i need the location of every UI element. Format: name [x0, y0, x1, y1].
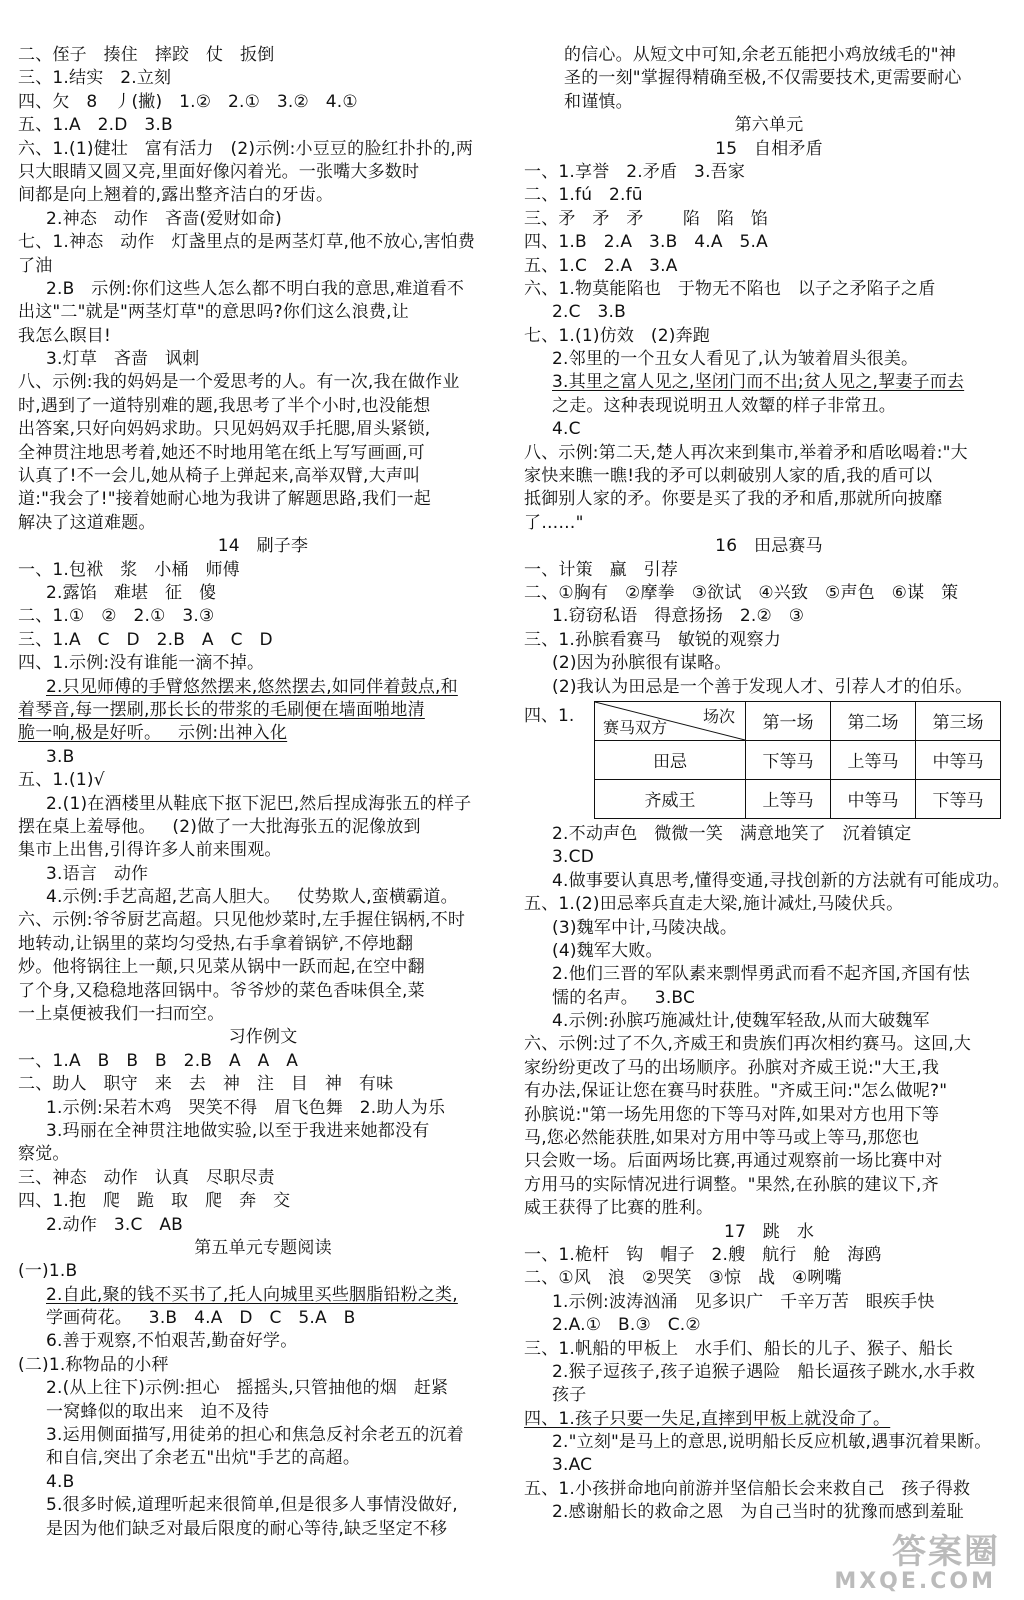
horse-race-table [594, 701, 1001, 819]
answer-line: 四、1.抱 爬 跪 取 爬 奔 交 [18, 1191, 291, 1212]
answer-line: 4.做事要认真思考,懂得变通,寻找创新的方法就有可能成功。 [552, 870, 1010, 891]
answer-line: 出这"二"就是"两茎灯草"的意思吗?你们这么浪费,让 [18, 302, 409, 323]
answer-line: 家纷纷更改了马的出场顺序。孙膑对齐威王说:"大王,我 [524, 1057, 940, 1078]
answer-line: 2.B 示例:你们这些人怎么都不明白我的意思,难道看不 [46, 278, 465, 299]
answer-line: 2.(从上往下)示例:担心 摇摇头,只管抽他的烟 赶紧 [46, 1378, 449, 1399]
left-column [18, 44, 508, 1541]
diagonal-header-cell [595, 701, 746, 740]
table-cell: 中等马 [916, 740, 1001, 779]
answer-line: 2.露馅 难堪 征 傻 [46, 582, 217, 603]
table-header: 第一场 [746, 701, 831, 740]
watermark-line1: 答案圈 [892, 1532, 1000, 1572]
answer-line: 三、神态 动作 认真 尽职尽责 [18, 1167, 275, 1188]
answer-line: 1.示例:呆若木鸡 哭笑不得 眉飞色舞 2.助人为乐 [46, 1097, 446, 1118]
answer-line: 孩子 [552, 1385, 587, 1406]
answer-line: 4.示例:孙膑巧施减灶计,使魏军轻敌,从而大破魏军 [552, 1011, 930, 1032]
answer-line: 五、1.(2)田忌率兵直走大梁,施计减灶,马陵伏兵。 [524, 894, 904, 915]
answer-line: 圣的一刻"掌握得精确至极,不仅需要技术,更需要耐心 [564, 68, 962, 89]
answer-line: 炒。他将锅往上一颠,只见菜从锅中一跃而起,在空中翻 [18, 957, 425, 978]
answer-line: 2.A.① B.③ C.② [552, 1315, 701, 1336]
table-header-row [595, 701, 1001, 740]
answer-line: 一、1.包袱 浆 小桶 师傅 [18, 559, 240, 580]
answer-line: 4.B [46, 1471, 75, 1492]
answer-line: 察觉。 [18, 1144, 70, 1165]
answer-line: 八、示例:第二天,楚人再次来到集市,举着矛和盾吆喝着:"大 [524, 442, 968, 463]
answer-line: 3.语言 动作 [46, 863, 149, 884]
answer-line: 2.动作 3.C AB [46, 1214, 184, 1235]
answer-line: 和自信,突出了余老五"出炕"手艺的高超。 [46, 1448, 361, 1469]
answer-line: 2.C 3.B [552, 302, 626, 323]
answer-line: 五、1.A 2.D 3.B [18, 115, 173, 136]
answer-line: 道:"我会了!"接着她耐心地为我讲了解题思路,我们一起 [18, 489, 431, 510]
answer-line: 二、助人 职守 来 去 神 注 目 神 有味 [18, 1074, 394, 1095]
answer-line: 第五单元专题阅读 [194, 1237, 332, 1258]
answer-line: 3.B [46, 746, 75, 767]
answer-line: 的信心。从短文中可知,余老五能把小鸡放绒毛的"神 [564, 45, 957, 65]
answer-line: 4.示例:手艺高超,艺高人胆大。 仗势欺人,蛮横霸道。 [46, 887, 458, 908]
answer-line: 3.AC [552, 1455, 593, 1476]
answer-line: 2.邻里的一个丑女人看见了,认为皱着眉头很美。 [552, 349, 919, 370]
answer-line: 着琴音,每一摆刷,那长长的带浆的毛刷便在墙面啪地清 [18, 699, 425, 720]
answer-line: 1.示例:波涛汹涌 见多识广 千辛万苦 眼疾手快 [552, 1291, 935, 1312]
answer-line: 习作例文 [228, 1027, 298, 1048]
table-cell: 下等马 [916, 779, 1001, 818]
table-cell: 上等马 [831, 740, 916, 779]
answer-line: 一、1.A B B B 2.B A A A [18, 1050, 299, 1071]
diag-top-label: 场次 [702, 706, 735, 726]
answer-line: 6.善于观察,不怕艰苦,勤奋好学。 [46, 1331, 298, 1352]
answer-line: 2.不动声色 微微一笑 满意地笑了 沉着镇定 [552, 823, 912, 844]
answer-line: 二、侄子 揍住 摔跤 仗 扳倒 [18, 45, 275, 65]
answer-line: 了油 [18, 255, 53, 276]
answer-line: 我怎么瞑目! [18, 325, 112, 346]
table-cell: 上等马 [746, 779, 831, 818]
answer-line: 出答案,只好向妈妈求助。只见妈妈双手托腮,眉头紧锁, [18, 419, 431, 440]
answer-line: (4)魏军大败。 [552, 940, 663, 961]
table-row [595, 740, 1001, 779]
answer-line: 威王获得了比赛的胜利。 [524, 1198, 714, 1219]
answer-line: 2.猴子逗孩子,孩子追猴子遇险 船长逼孩子跳水,水手救 [552, 1361, 976, 1382]
answer-line: (二)1.称物品的小秤 [18, 1354, 169, 1375]
answer-line: 家快来瞧一瞧!我的矛可以刺破别人家的盾,我的盾可以 [524, 466, 933, 487]
right-column [524, 44, 1014, 1525]
answer-line: 一、1.桅杆 钩 帽子 2.艘 航行 舱 海鸥 [524, 1244, 882, 1265]
table-cell: 下等马 [746, 740, 831, 779]
answer-line: 14 刷子李 [217, 536, 309, 557]
answer-line: 3.玛丽在全神贯注地做实验,以至于我进来她都没有 [46, 1120, 430, 1141]
answer-line: 2."立刻"是马上的意思,说明船长反应机敏,遇事沉着果断。 [552, 1432, 992, 1453]
right-bottom-block [524, 823, 1014, 1525]
answer-line: 孙膑说:"第一场先用您的下等马对阵,如果对方也用下等 [524, 1104, 940, 1125]
answer-line: 一、计策 赢 引荐 [524, 559, 679, 580]
answer-line: 3.CD [552, 847, 594, 868]
row-name: 齐威王 [595, 779, 746, 818]
answer-line: 3.运用侧面描写,用徒弟的担心和焦急反衬余老五的沉着 [46, 1425, 464, 1446]
table-header: 第三场 [916, 701, 1001, 740]
right-top-block [524, 44, 1014, 699]
answer-line: 第六单元 [734, 115, 804, 136]
answer-line: 六、1.物莫能陷也 于物无不陷也 以子之矛陷子之盾 [524, 278, 936, 299]
table-header: 第二场 [831, 701, 916, 740]
row-name: 田忌 [595, 740, 746, 779]
answer-line: 时,遇到了一道特别难的题,我思考了半个小时,也没能想 [18, 395, 431, 416]
table-row [595, 779, 1001, 818]
answer-line: 八、示例:我的妈妈是一个爱思考的人。有一次,我在做作业 [18, 372, 460, 393]
watermark-line2: MXQE.COM [834, 1569, 996, 1594]
site-watermark [834, 1524, 1010, 1594]
answer-line: 二、1.fú 2.fū [524, 185, 643, 206]
answer-line: 四、欠 8 丿(撇) 1.② 2.① 3.② 4.① [18, 91, 358, 112]
answer-line: 六、示例:爷爷厨艺高超。只见他炒菜时,左手握住锅柄,不时 [18, 910, 466, 931]
answer-line: 二、①风 浪 ②哭笑 ③惊 战 ④咧嘴 [524, 1268, 842, 1289]
answer-line: 三、矛 矛 矛 陷 陷 馅 [524, 208, 769, 229]
answer-line: 三、1.帆船的甲板上 水手们、船长的儿子、猴子、船长 [524, 1338, 954, 1359]
answer-line: 2.(1)在酒楼里从鞋底下抠下泥巴,然后捏成海张五的样子 [46, 793, 472, 814]
answer-line: 了个身,又稳稳地落回锅中。爷爷炒的菜色香味俱全,菜 [18, 980, 425, 1001]
table-question-label: 四、1. [524, 705, 575, 726]
answer-line: 16 田忌赛马 [715, 536, 823, 557]
table-cell: 中等马 [831, 779, 916, 818]
answer-line: (2)因为孙膑很有谋略。 [552, 653, 732, 674]
answer-line: 一上桌便被我们一扫而空。 [18, 1004, 225, 1025]
answer-line: 一、1.享誉 2.矛盾 3.吾家 [524, 161, 746, 182]
answer-line: 15 自相矛盾 [715, 138, 823, 159]
answer-line: 是因为他们缺乏对最后限度的耐心等待,缺乏坚定不移 [46, 1518, 448, 1539]
answer-line: 马,您必然能获胜,如果对方用中等马或上等马,那您也 [524, 1128, 920, 1149]
answer-line: 六、示例:过了不久,齐威王和贵族们再次相约赛马。这回,大 [524, 1034, 972, 1055]
answer-line: 全神贯注地思考着,她还不时地用笔在纸上写写画画,可 [18, 442, 425, 463]
answer-line: 和谨慎。 [564, 91, 633, 112]
answer-line: 地转动,让锅里的菜均匀受热,右手拿着锅铲,不停地翻 [18, 933, 414, 954]
answer-line: 4.C [552, 419, 581, 440]
answer-line: 了……" [524, 512, 584, 533]
answer-line: 二、①胸有 ②摩拳 ③欲试 ④兴致 ⑤声色 ⑥谋 策 [524, 582, 959, 603]
answer-line: 四、1.示例:没有谁能一滴不掉。 [18, 653, 265, 674]
answer-line: 只会败一场。后面两场比赛,再通过观察前一场比赛中对 [524, 1151, 943, 1172]
answer-line: 3.其里之富人见之,坚闭门而不出;贫人见之,挈妻子而去 [552, 372, 965, 393]
answer-line: 四、1.孩子只要一失足,直摔到甲板上就没命了。 [524, 1408, 891, 1429]
answer-line: 方用马的实际情况进行调整。"果然,在孙膑的建议下,齐 [524, 1174, 939, 1195]
answer-line: 解决了这道难题。 [18, 512, 156, 533]
answer-line: 17 跳 水 [723, 1221, 815, 1242]
answer-line: 有办法,保证让您在赛马时获胜。"齐威王问:"怎么做呢?" [524, 1081, 948, 1102]
answer-line: 认真了!不一会儿,她从椅子上弹起来,高举双臂,大声叫 [18, 466, 421, 487]
answer-line: 2.他们三晋的军队素来剽悍勇武而看不起齐国,齐国有怯 [552, 964, 970, 985]
answer-line: 七、1.神态 动作 灯盏里点的是两茎灯草,他不放心,害怕费 [18, 232, 476, 253]
answer-line: 五、1.C 2.A 3.A [524, 255, 678, 276]
answer-line: 六、1.(1)健壮 富有活力 (2)示例:小豆豆的脸红扑扑的,两 [18, 138, 474, 159]
answer-line: 学画荷花。 3.B 4.A D C 5.A B [46, 1308, 356, 1329]
answer-line: 三、1.孙膑看赛马 敏锐的观察力 [524, 629, 782, 650]
answer-line: 只大眼睛又圆又亮,里面好像闪着光。一张嘴大多数时 [18, 161, 420, 182]
answer-line: 四、1.B 2.A 3.B 4.A 5.A [524, 232, 768, 253]
diag-bottom-label: 赛马双方 [603, 717, 668, 737]
answer-line: 抵御别人家的矛。你要是买了我的矛和盾,那就所向披靡 [524, 489, 943, 510]
answer-line: 脆一响,极是好听。 示例:出神入化 [18, 723, 288, 744]
answer-line: 3.灯草 吝啬 讽刺 [46, 349, 200, 370]
answer-line: (一)1.B [18, 1261, 78, 1282]
answer-line: 五、1.(1)√ [18, 770, 105, 791]
answer-line: 集市上出售,引得许多人前来围观。 [18, 840, 282, 861]
answer-line: 摆在桌上羞辱他。 (2)做了一大批海张五的泥像放到 [18, 816, 421, 837]
answer-line: 之走。这种表现说明丑人效颦的样子非常丑。 [552, 395, 896, 416]
answer-line: 2.感谢船长的救命之恩 为自己当时的犹豫而感到羞耻 [552, 1502, 964, 1523]
answer-line: 二、1.① ② 2.① 3.③ [18, 606, 215, 627]
answer-line: (2)我认为田忌是一个善于发现人才、引荐人才的伯乐。 [552, 676, 973, 697]
horse-race-table-wrap [524, 701, 1014, 819]
answer-line: 一窝蜂似的取出来 迫不及待 [46, 1401, 270, 1422]
answer-line: 2.神态 动作 吝啬(爱财如命) [46, 208, 282, 229]
answer-line: 5.很多时候,道理听起来很简单,但是很多人事情没做好, [46, 1495, 458, 1516]
answer-line: 五、1.小孩拼命地向前游并坚信船长会来救自己 孩子得救 [524, 1478, 971, 1499]
answer-line: 懦的名声。 3.BC [552, 987, 696, 1008]
answer-line: 三、1.结实 2.立刻 [18, 68, 172, 89]
answer-line: 1.窃窃私语 得意扬扬 2.② ③ [552, 606, 805, 627]
answer-line: 2.自此,聚的钱不买书了,托人向城里买些胭脂铅粉之类, [46, 1284, 458, 1305]
answer-line: 七、1.(1)仿效 (2)奔跑 [524, 325, 710, 346]
answer-line: 三、1.A C D 2.B A C D [18, 629, 273, 650]
answer-line: 2.只见师傅的手臂悠然摆来,悠然摆去,如同伴着鼓点,和 [46, 676, 458, 697]
answer-line: 间都是向上翘着的,露出整齐洁白的牙齿。 [18, 185, 334, 206]
answer-line: (3)魏军中计,马陵决战。 [552, 917, 738, 938]
